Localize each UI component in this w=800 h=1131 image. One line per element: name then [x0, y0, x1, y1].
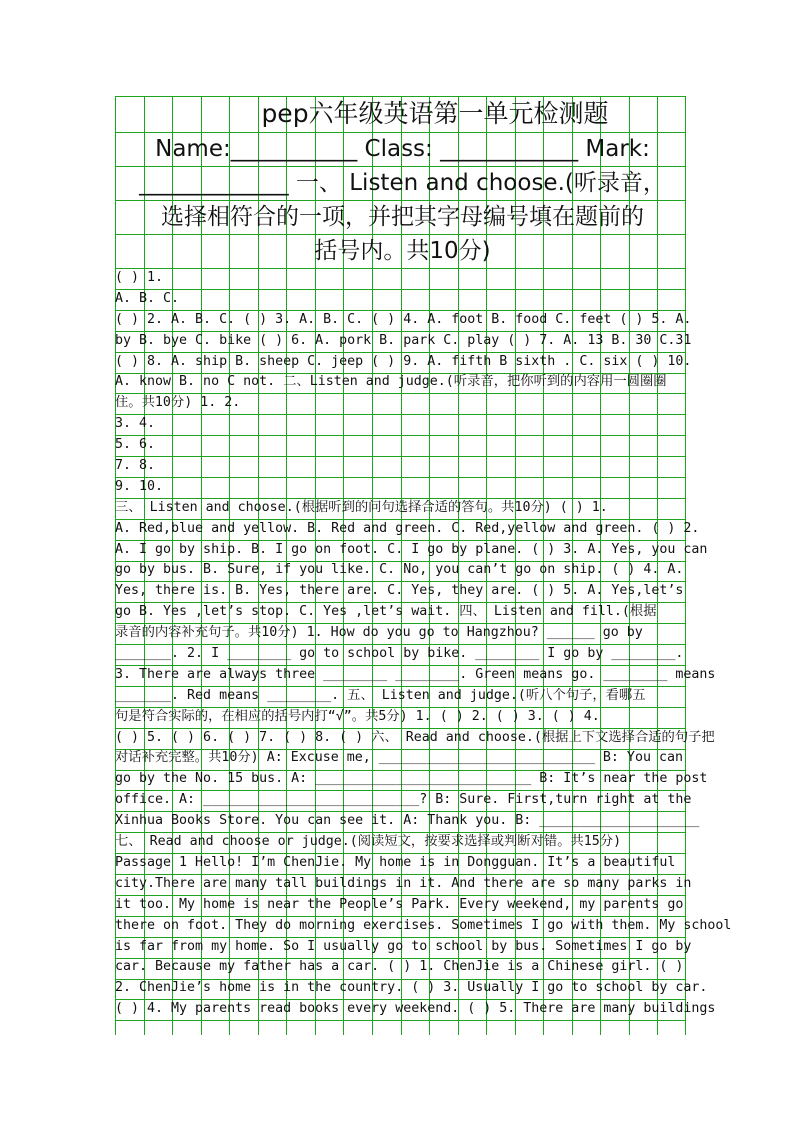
- text-line: 录音的内容补充句子。共10分) 1. How do you go to Hangzhou? ______ go by: [115, 625, 643, 641]
- text-line: ( ) 1.: [115, 270, 164, 285]
- header-block: [115, 132, 690, 268]
- text-line: 7. 8.: [115, 458, 156, 474]
- text-line: 2. ChenJie’s home is in the country. ( ) 3. Usually I go to school by car.: [115, 980, 708, 996]
- header-line: 选择相符合的一项，并把其字母编号填在题前的: [161, 204, 644, 230]
- text-line: ( ) 2. A. B. C. ( ) 3. A. B. C. ( ) 4. A. foot B. food C. feet ( ) 5. A.: [115, 311, 692, 327]
- text-line: ( ) 4. My parents read books every weekend. ( ) 5. There are many buildings: [115, 1001, 716, 1017]
- text-line: city.There are many tall buildings in it. And there are so many parks in: [115, 875, 692, 891]
- text-line: A. know B. no C not. 二、Listen and judge.(听录音，把你听到的内容用一圆圈圈: [115, 374, 667, 390]
- text-line: 3. There are always three ________ ________. Green means go. ________ means: [115, 666, 716, 682]
- text-line: A. I go by ship. B. I go on foot. C. I go by plane. ( ) 3. A. Yes, you can: [115, 541, 708, 557]
- text-line: 三、 Listen and choose.(根据听到的问句选择合适的答句。共10分) ( ) 1.: [115, 499, 608, 515]
- page-title: pep六年级英语第一单元检测题: [261, 99, 609, 128]
- text-line: 3. 4.: [115, 416, 156, 432]
- text-line: 5. 6.: [115, 437, 156, 453]
- text-line: 对话补充完整。共10分) A: Excuse me, ___________________________ B: You can: [115, 750, 683, 766]
- header-line: 括号内。共10分): [314, 238, 491, 264]
- text-line: 住。共10分) 1. 2.: [115, 395, 241, 411]
- text-line: ( ) 5. ( ) 6. ( ) 7. ( ) 8. ( ) 六、 Read and choose.(根据上下文选择合适的句子把: [115, 729, 715, 745]
- text-line: office. A: ___________________________? B: Sure. First,turn right at the: [115, 792, 692, 808]
- text-line: go by bus. B. Sure, if you like. C. No, you can’t go on ship. ( ) 4. A.: [115, 562, 684, 578]
- text-line: by B. bye C. bike ( ) 6. A. pork B. park C. play ( ) 7. A. 13 B. 30 C.31: [115, 332, 692, 348]
- text-line: Xinhua Books Store. You can see it. A: Thank you. B: ____________________: [115, 813, 700, 829]
- text-line: it too. My home is near the People’s Park. Every weekend, my parents go: [115, 896, 684, 912]
- text-line: is far from my home. So I usually go to school by bus. Sometimes I go by: [115, 938, 692, 954]
- text-line: 句是符合实际的，在相应的括号内打“√”。共5分) 1. ( ) 2. ( ) 3. ( ) 4.: [115, 708, 600, 724]
- text-line: A. B. C.: [115, 290, 180, 306]
- text-line: go B. Yes ,let’s stop. C. Yes ,let’s wait. 四、 Listen and fill.(根据: [115, 604, 657, 620]
- exercise-body: [115, 268, 732, 1020]
- header-line: Name:___________ Class: ____________ Mark:: [155, 136, 650, 162]
- text-line: _______. 2. I ________ go to school by bike. ________ I go by ________.: [115, 646, 684, 662]
- text-line: A. Red,blue and yellow. B. Red and green. C. Red,yellow and green. ( ) 2.: [115, 520, 700, 536]
- document-content: [115, 96, 732, 1020]
- text-line: 9. 10.: [115, 478, 164, 494]
- text-line: car. Because my father has a car. ( ) 1. ChenJie is a Chinese girl. ( ): [115, 959, 684, 975]
- text-line: there on foot. They do morning exercises. Sometimes I go with them. My school: [115, 917, 732, 933]
- text-line: Yes, there is. B. Yes, there are. C. Yes, they are. ( ) 5. A. Yes,let’s: [115, 583, 684, 599]
- text-line: 七、 Read and choose or judge.(阅读短文，按要求选择或判断对错。共15分): [115, 834, 622, 850]
- text-line: ( ) 8. A. ship B. sheep C. jeep ( ) 9. A. fifth B sixth . C. six ( ) 10.: [115, 353, 692, 369]
- text-line: go by the No. 15 bus. A: ___________________________ B: It’s near the post: [115, 771, 708, 787]
- header-line: _____________ 一、 Listen and choose.(听录音，: [139, 170, 666, 196]
- text-line: Passage 1 Hello! I’m ChenJie. My home is in Dongguan. It’s a beautiful: [115, 854, 676, 870]
- text-line: _______. Red means ________. 五、 Listen and judge.(听八个句子，看哪五: [115, 687, 646, 703]
